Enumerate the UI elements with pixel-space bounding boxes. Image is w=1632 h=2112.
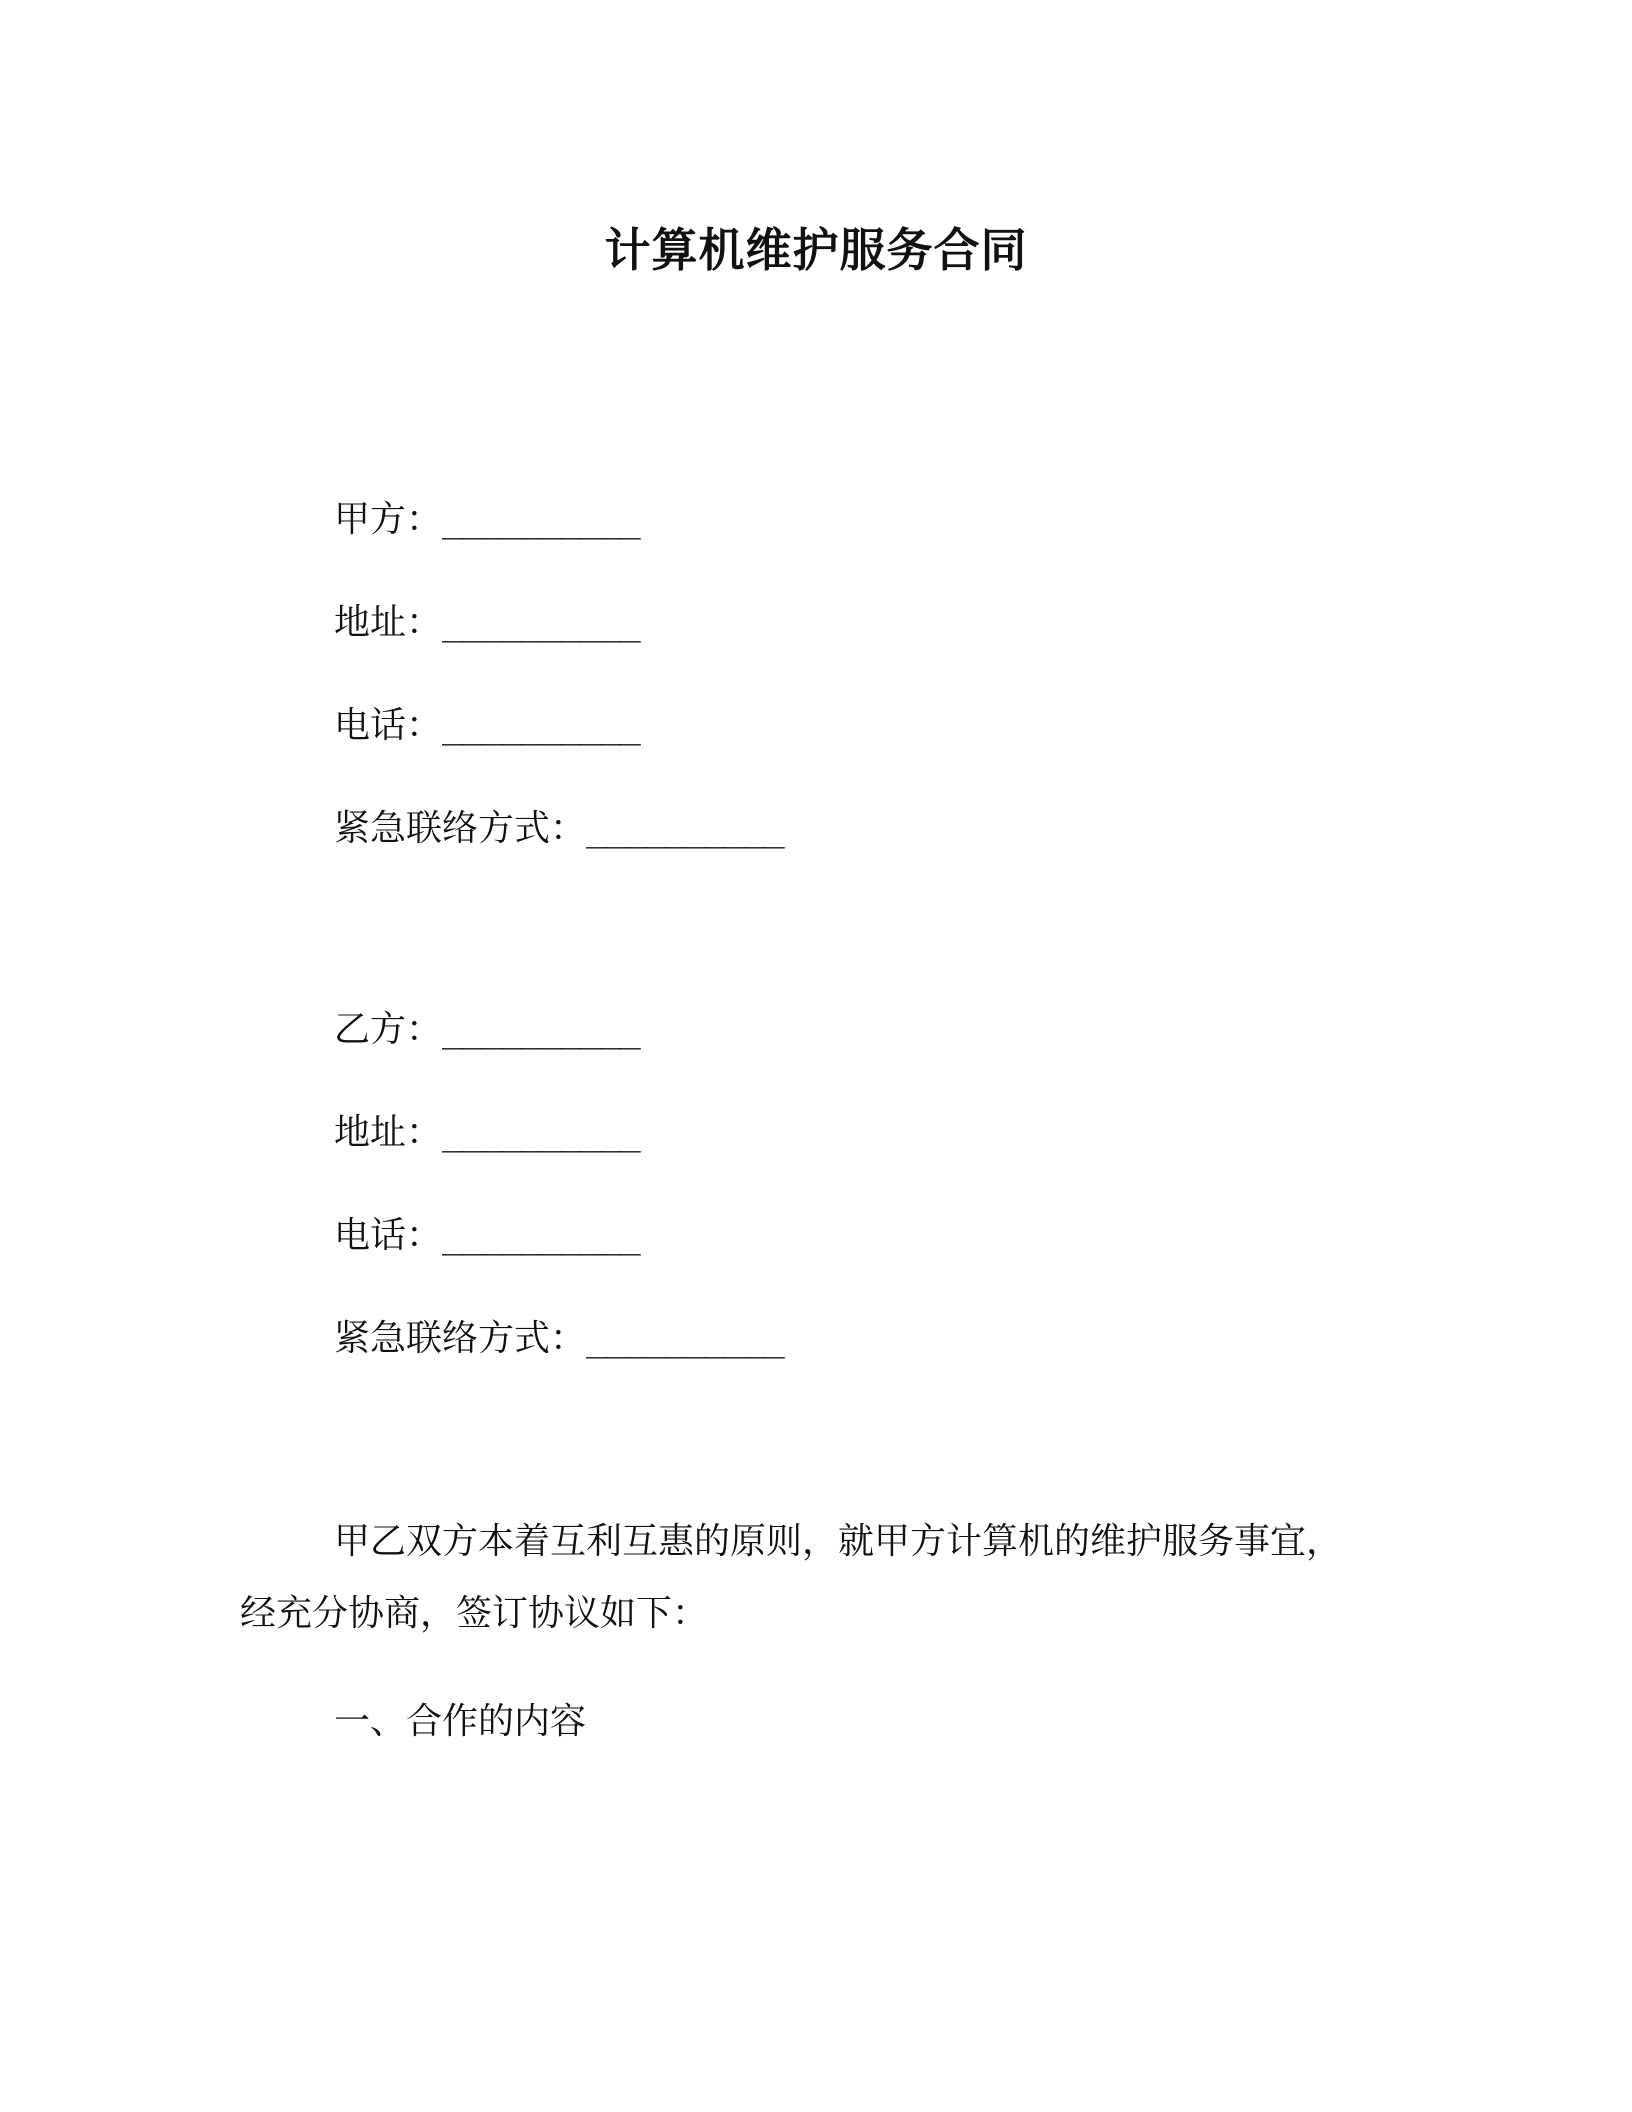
intro-paragraph-line-1: 甲乙双方本着互利互惠的原则，就甲方计算机的维护服务事宜，: [334, 1521, 1343, 1562]
party-a-address-label: 地址：: [334, 602, 443, 643]
party-b-name-label: 乙方：: [334, 1009, 443, 1050]
intro-paragraph: [240, 1506, 1390, 1650]
party-b-address-field: [334, 1109, 639, 1157]
party-b-name-blank: __________: [442, 1009, 639, 1050]
party-a-name-field: [334, 496, 639, 544]
intro-paragraph-line-2: 经充分协商，签订协议如下：: [240, 1593, 709, 1634]
party-b-phone-field: [334, 1212, 639, 1260]
party-a-phone-label: 电话：: [334, 705, 443, 746]
party-b-name-field: [334, 1006, 639, 1054]
party-a-emergency-blank: __________: [586, 808, 783, 849]
party-a-emergency-field: [334, 805, 783, 853]
party-a-name-blank: __________: [442, 499, 639, 540]
party-a-address-field: [334, 599, 639, 647]
party-b-emergency-blank: __________: [586, 1318, 783, 1359]
party-a-phone-field: [334, 702, 639, 750]
party-b-address-label: 地址：: [334, 1112, 443, 1153]
party-b-emergency-label: 紧急联络方式：: [334, 1318, 587, 1359]
party-b-phone-blank: __________: [442, 1215, 639, 1256]
party-b-phone-label: 电话：: [334, 1215, 443, 1256]
party-a-address-blank: __________: [442, 602, 639, 643]
party-a-phone-blank: __________: [442, 705, 639, 746]
document-title: 计算机维护服务合同: [604, 223, 1028, 277]
party-a-name-label: 甲方：: [334, 499, 443, 540]
section-1-heading: 一、合作的内容: [334, 1701, 587, 1742]
party-b-address-blank: __________: [442, 1112, 639, 1153]
party-a-emergency-label: 紧急联络方式：: [334, 808, 587, 849]
party-b-emergency-field: [334, 1315, 783, 1363]
